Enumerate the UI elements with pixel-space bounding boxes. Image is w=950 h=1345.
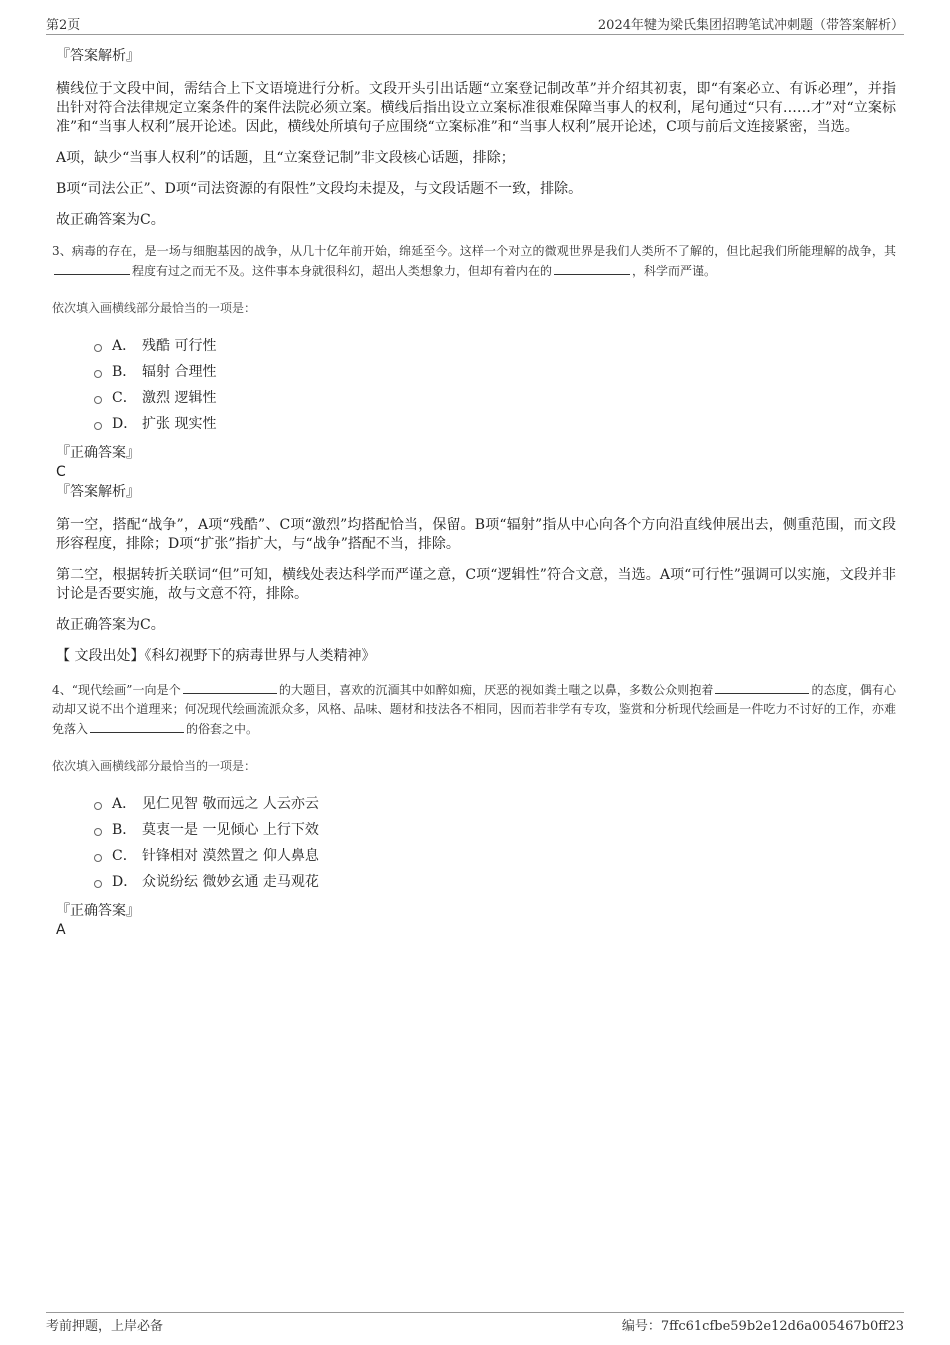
- fill-blank: [715, 680, 809, 694]
- option-c[interactable]: [94, 385, 896, 411]
- question-prompt: 依次填入画横线部分最恰当的一项是：: [52, 301, 257, 315]
- radio-icon[interactable]: [94, 828, 102, 836]
- radio-icon[interactable]: [94, 802, 102, 810]
- option-d[interactable]: [94, 869, 896, 895]
- stem-text: ，科学而严谨。: [632, 264, 717, 278]
- stem-text: 的态度，偶有心动却又说不出个道理来；何况现代绘画流派众多，风格、品味、题材和技法各不相同，因而若非学有专攻，鉴赏和分析现代绘画是一件吃力不讨好的工作，亦难免落入: [52, 683, 896, 736]
- option-letter: B．: [112, 822, 137, 838]
- option-letter: C．: [112, 390, 137, 406]
- radio-icon[interactable]: [94, 344, 102, 352]
- option-letter: D．: [112, 874, 138, 890]
- stem-text: 的大题目，喜欢的沉湎其中如醉如痴，厌恶的视如粪土嗤之以鼻，多数公众则抱着: [278, 683, 714, 697]
- radio-icon[interactable]: [94, 396, 102, 404]
- option-letter: D．: [112, 416, 138, 432]
- fill-blank: [54, 261, 130, 275]
- stem-text: 3、病毒的存在，是一场与细胞基因的战争，从几十亿年前开始，绵延至今。这样一个对立的微观世界是我们人类所不了解的，但比起我们所能理解的战争，其: [52, 244, 896, 258]
- question-4: [52, 680, 896, 940]
- answer-title: 『正确答案』: [56, 445, 140, 461]
- analysis-title: 『答案解析』: [56, 484, 140, 500]
- option-letter: C．: [112, 848, 137, 864]
- option-letter: B．: [112, 364, 137, 380]
- analysis-paragraph: 横线位于文段中间，需结合上下文语境进行分析。文段开头引出话题“立案登记制改革”并介绍其初衷，即“有案必立、有诉必理”，并指出针对符合法律规定立案条件的案件法院必须立案。横线后指出设立立案标准很难保障当事人的权利，尾句通过“只有……才”对“立案标准”和“当事人权利”展开论述。因此，横线处所填句子应围绕“立案标准”和“当事人权利”展开论述，C项与前后文连接紧密，当选。: [56, 81, 896, 135]
- option-letter: A．: [112, 338, 137, 354]
- radio-icon[interactable]: [94, 880, 102, 888]
- option-text: 辐射 合理性: [142, 364, 217, 380]
- footer-slogan: 考前押题，上岸必备: [46, 1319, 164, 1334]
- fill-blank: [90, 719, 184, 733]
- page-content: [52, 46, 896, 946]
- option-text: 莫衷一是 一见倾心 上行下效: [142, 822, 319, 838]
- radio-icon[interactable]: [94, 422, 102, 430]
- option-b[interactable]: [94, 359, 896, 385]
- option-text: 扩张 现实性: [142, 416, 217, 432]
- answer-title: 『正确答案』: [56, 903, 140, 919]
- radio-icon[interactable]: [94, 854, 102, 862]
- option-a[interactable]: [94, 333, 896, 359]
- analysis-paragraph: 第一空，搭配“战争”，A项“残酷”、C项“激烈”均搭配恰当，保留。B项“辐射”指从中心向各个方向沿直线伸展出去，侧重范围，而文段形容程度，排除；D项“扩张”指扩大，与“战争”搭配不当，排除。: [56, 517, 896, 552]
- fill-blank: [554, 261, 630, 275]
- question-stem: [52, 680, 896, 739]
- analysis-paragraph: A项，缺少“当事人权利”的话题，且“立案登记制”非文段核心话题，排除；: [56, 150, 515, 166]
- option-text: 众说纷纭 微妙玄通 走马观花: [142, 874, 319, 890]
- option-c[interactable]: [94, 843, 896, 869]
- radio-icon[interactable]: [94, 370, 102, 378]
- option-a[interactable]: [94, 791, 896, 817]
- analysis-paragraph: 第二空，根据转折关联词“但”可知，横线处表达科学而严谨之意，C项“逻辑性”符合文意，当选。A项“可行性”强调可以实施，文段并非讨论是否要实施，故与文意不符，排除。: [56, 567, 896, 602]
- document-serial: 编号：7ffc61cfbe59b2e12d6a005467b0ff23: [621, 1319, 904, 1334]
- option-text: 针锋相对 漠然置之 仰人鼻息: [142, 848, 319, 864]
- option-text: 残酷 可行性: [142, 338, 217, 354]
- source-citation: 【 文段出处】《科幻视野下的病毒世界与人类精神》: [56, 648, 376, 664]
- stem-text: 4、“现代绘画”一向是个: [52, 683, 181, 697]
- fill-blank: [183, 680, 277, 694]
- analysis-conclusion: 故正确答案为C。: [56, 212, 165, 228]
- stem-text: 程度有过之而无不及。这件事本身就很科幻，超出人类想象力，但却有着内在的: [132, 264, 553, 278]
- page-footer: [46, 1312, 904, 1335]
- analysis-conclusion: 故正确答案为C。: [56, 617, 165, 633]
- correct-answer: C: [56, 464, 66, 480]
- page-number: 第2页: [46, 18, 81, 33]
- analysis-paragraph: B项“司法公正”、D项“司法资源的有限性”文段均未提及，与文段话题不一致，排除。: [56, 181, 583, 197]
- option-list: [94, 791, 896, 895]
- correct-answer: A: [56, 922, 66, 938]
- question-stem: [52, 242, 896, 281]
- document-title: 2024年犍为梁氏集团招聘笔试冲刺题（带答案解析）: [597, 18, 904, 33]
- option-text: 见仁见智 敬而远之 人云亦云: [142, 796, 319, 812]
- option-text: 激烈 逻辑性: [142, 390, 217, 406]
- question-prompt: 依次填入画横线部分最恰当的一项是：: [52, 759, 257, 773]
- analysis-title: 『答案解析』: [56, 48, 140, 64]
- page-header: [46, 14, 904, 35]
- q2-analysis: [56, 46, 896, 230]
- question-3: [52, 242, 896, 666]
- stem-text: 的俗套之中。: [186, 722, 259, 736]
- option-d[interactable]: [94, 411, 896, 437]
- option-list: [94, 333, 896, 437]
- option-letter: A．: [112, 796, 137, 812]
- option-b[interactable]: [94, 817, 896, 843]
